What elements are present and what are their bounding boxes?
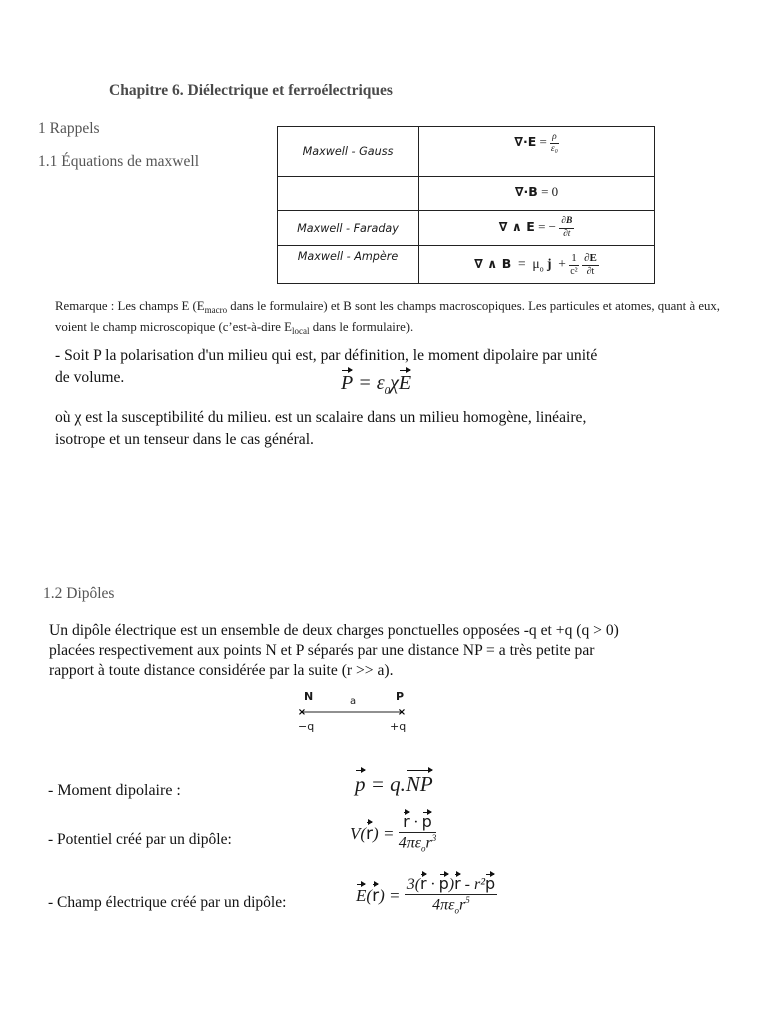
table-row (278, 246, 655, 284)
p-cross-icon: × (397, 707, 407, 718)
potential-formula: V(r) = $\frac{r \cdot p}{4\pi\varepsilon_or^3}$ (350, 812, 437, 854)
equation-name (278, 177, 419, 211)
dipole-figure (290, 688, 420, 738)
section-1-1-heading: 1.1 Équations de maxwell (38, 153, 199, 170)
moment-label: - Moment dipolaire : (48, 782, 181, 799)
polarisation-line-1: - Soit P la polarisation d'un milieu qui est, par définition, le moment dipolaire par unité (55, 347, 598, 364)
remark-subscript: macro (204, 305, 228, 315)
susceptibility-line-2: isotrope et un tenseur dans le cas général. (55, 431, 314, 448)
label-a: a (350, 696, 357, 707)
gauss-magnetic-equation: ∇·B = 0 (514, 183, 559, 199)
gauss-equation: ∇·E = $\frac{\rho}{\text{ε₀}}$ (514, 131, 558, 154)
dipole-paragraph-line-2: placées respectivement aux points N et P séparés par une distance NP = a très petite par (49, 642, 595, 659)
section-1-2-heading: 1.2 Dipôles (43, 585, 115, 602)
equation-name: Maxwell - Faraday (278, 211, 419, 246)
dipole-paragraph-line-3: rapport à toute distance considérée par la suite (r >> a). (49, 662, 394, 679)
label-p: P (396, 690, 405, 703)
table-row (278, 177, 655, 211)
ampere-equation: ∇ ∧ $B = \mu_o$ j + $\frac{1}{\text{c²}}$ $\frac{\partial E}{\partial t}$ (474, 251, 597, 277)
susceptibility-line-1: où χ est la susceptibilité du milieu. est un scalaire dans un milieu homogène, linéaire, (55, 409, 587, 426)
equation-cell (419, 177, 655, 211)
equation-cell (419, 246, 655, 284)
remark-paragraph (55, 298, 745, 340)
remark-text: Remarque : Les champs E (E (55, 299, 205, 313)
faraday-equation: ∇ ∧ E = − $\frac{\partial B}{\partial t}$ (498, 216, 573, 239)
polarisation-formula: $P = \varepsilon_0\chi E$ (341, 372, 412, 397)
n-cross-icon: × (297, 707, 307, 718)
moment-formula: p = q.NP (355, 772, 433, 796)
field-formula: E(r) = $\frac{\text{3(r · p)r - r²p}}{4\pi\varepsilon_or^5}$ (356, 874, 496, 916)
table-row (278, 127, 655, 177)
maxwell-equations-table (277, 126, 655, 284)
potential-label: - Potentiel créé par un dipôle: (48, 831, 232, 848)
remark-text: dans le formulaire) et B sont les champs macroscopiques. Les particules et atomes, quant à eux, voient le champ microscopique (c’est-à-dire E (55, 299, 720, 334)
equation-name: Maxwell - Gauss (278, 127, 419, 177)
remark-text: dans le formulaire). (309, 320, 414, 334)
chapter-title: Chapitre 6. Diélectrique et ferroélectriques (109, 82, 393, 99)
charge-positive: +q (390, 720, 407, 733)
equation-name: Maxwell - Ampère (278, 246, 419, 284)
label-n: N (304, 690, 314, 703)
field-label: - Champ électrique créé par un dipôle: (48, 894, 287, 911)
remark-subscript: local (292, 326, 310, 336)
equation-cell (419, 211, 655, 246)
polarisation-line-2: de volume. (55, 369, 125, 386)
charge-negative: −q (298, 720, 315, 733)
dipole-paragraph-line-1: Un dipôle électrique est un ensemble de deux charges ponctuelles opposées -q et +q (q > 0) (49, 622, 619, 639)
equation-cell (419, 127, 655, 177)
section-1-heading: 1 Rappels (38, 120, 100, 137)
table-row (278, 211, 655, 246)
